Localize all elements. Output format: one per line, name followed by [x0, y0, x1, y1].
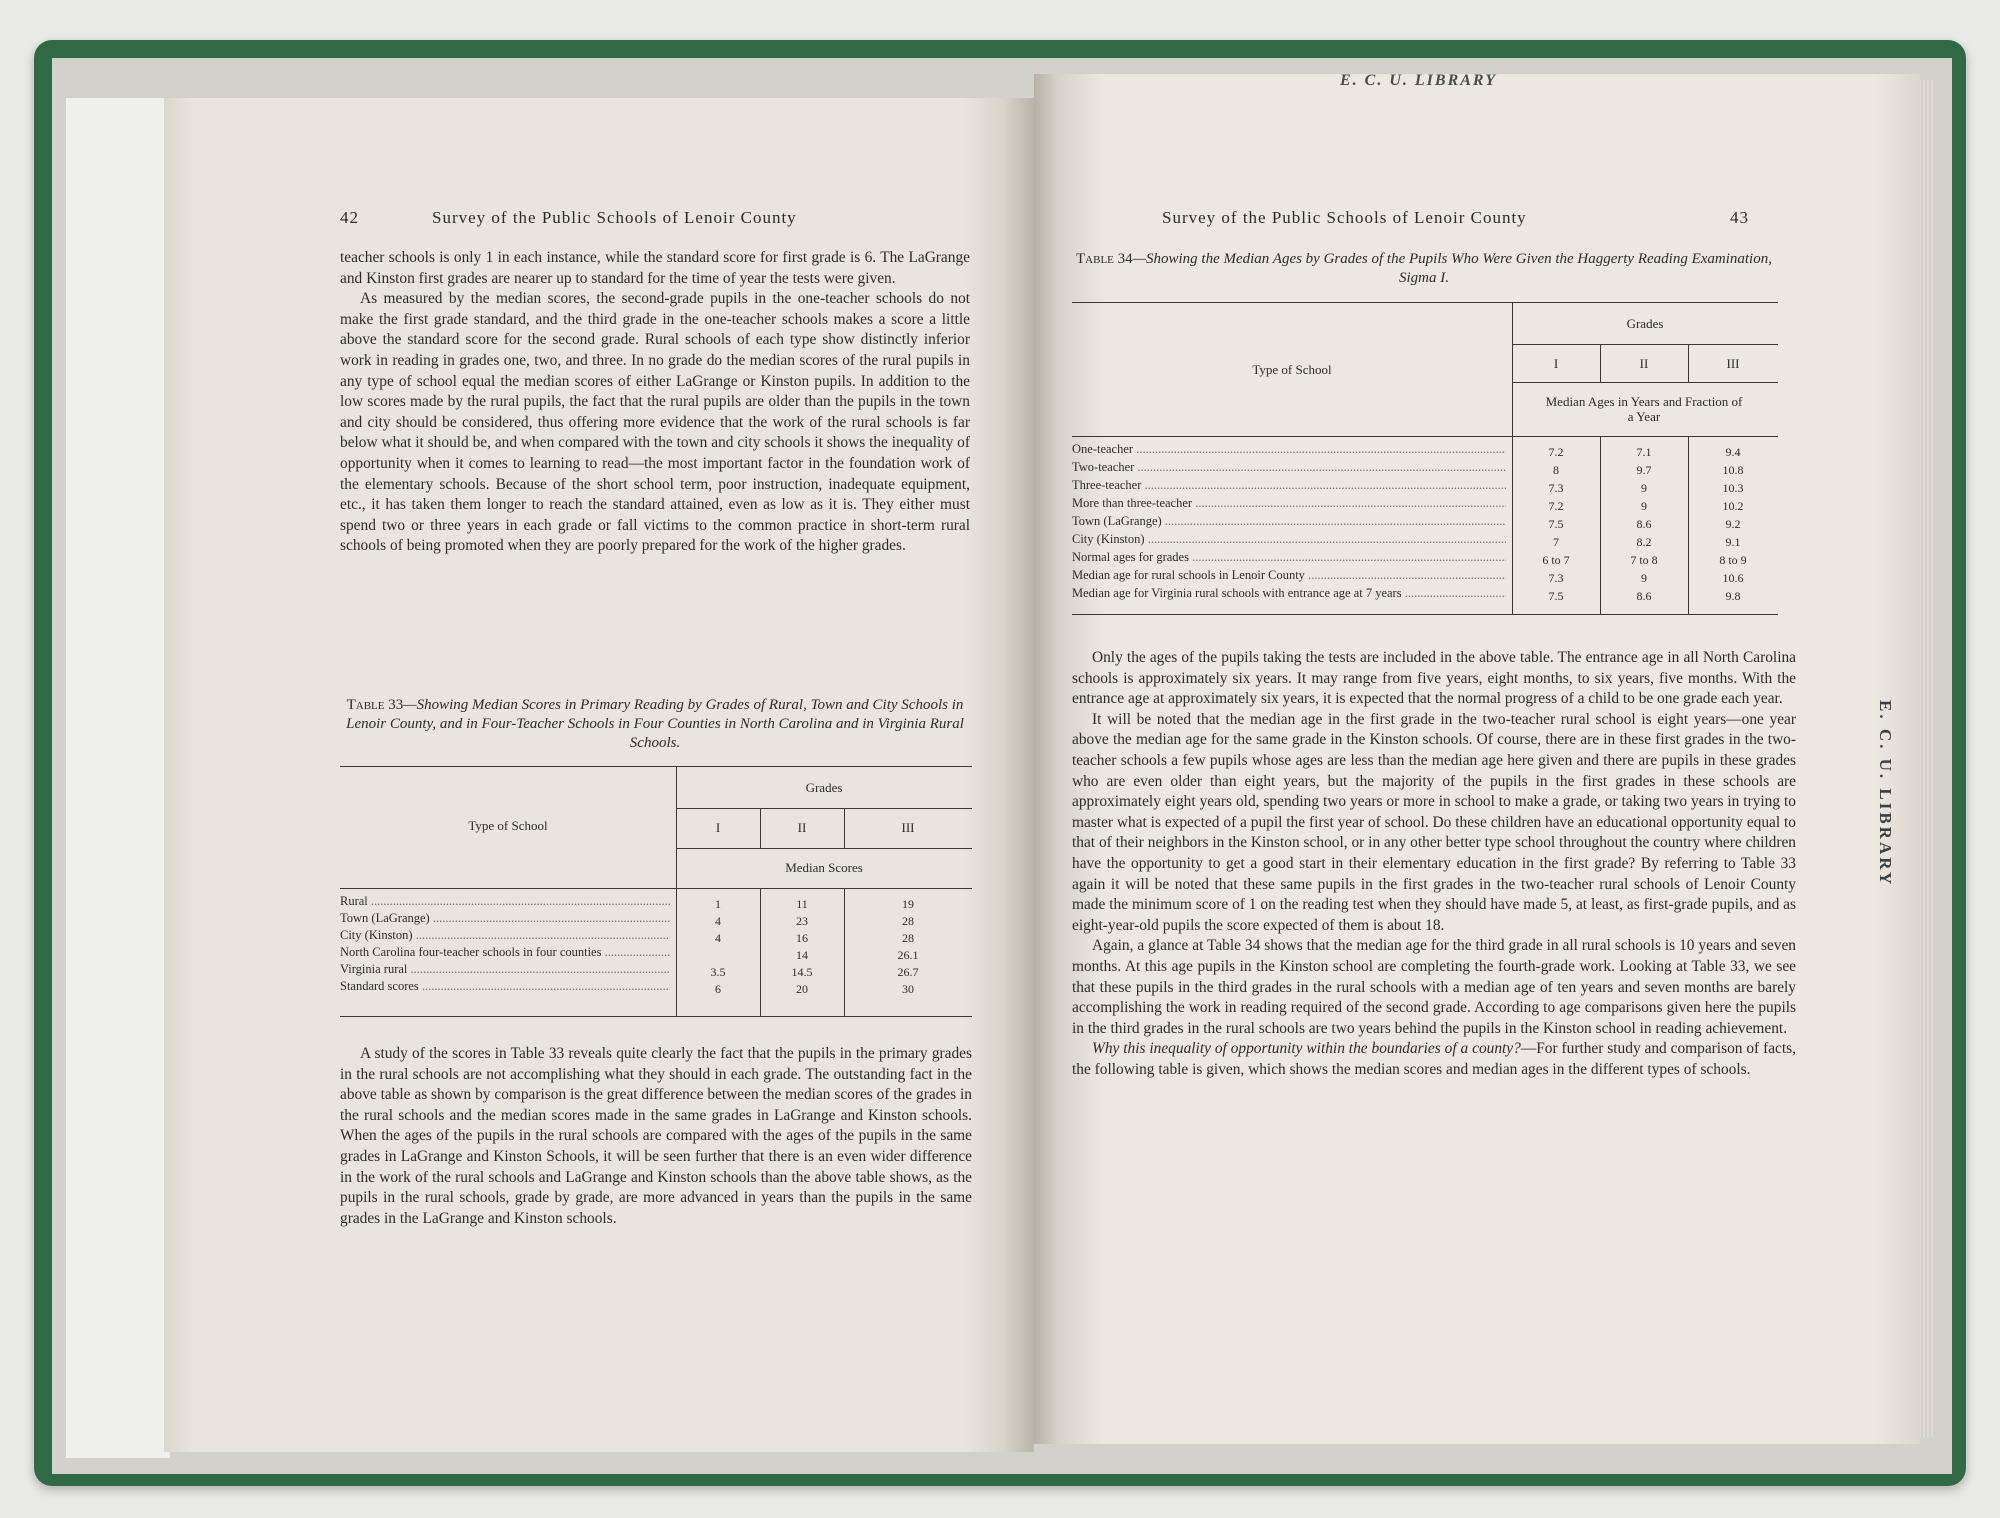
table-rule [340, 888, 972, 889]
table-row-label: City (Kinston) ..... [340, 928, 670, 943]
left-page [164, 98, 1034, 1452]
table-row-label: Town (LaGrange) ..... [1072, 514, 1506, 529]
table-cell: 9.4 [1725, 445, 1741, 459]
table-cell: 6 [715, 982, 721, 996]
grade-header: II [1639, 356, 1649, 371]
table-cell: 7.3 [1548, 481, 1564, 495]
paragraph: A study of the scores in Table 33 reveals quite clearly the fact that the pupils in the primary grades in the rural schools are not accomplishing what they should in each grade. The outstanding fact in the above table as shown by comparison is the great difference between the median scores of the grades in the rural schools and the median scores made in the same grades in LaGrange and Kinston schools. When the ages of the pupils in the rural schools are compared with the ages of the pupils in the same grades in LaGrange and Kinston Schools, it will be seen further that there is an even wider difference in the work of the rural schools and LaGrange and Kinston schools than the above table shows, as the pupils in the rural schools, grade by grade, are more advanced in years than the pupils in the same grades in the LaGrange and Kinston schools. [340, 1045, 972, 1227]
table-cell: 8.2 [1636, 535, 1652, 549]
grade-header: III [1726, 356, 1740, 371]
table-cell: 30 [902, 982, 914, 996]
table-cell: 4 [715, 931, 721, 945]
grade-header: II [797, 820, 807, 835]
paragraph: Only the ages of the pupils taking the tests are included in the above table. The entrance age in all North Carolina schools is approximately six years. It may range from five years, eight months, to six years, five months. With the entrance age at approximately six years, it is expected that the normal progress of a child to be one grade each year. [1072, 649, 1796, 708]
table-cell: 8.6 [1636, 589, 1652, 603]
table-rule [1072, 614, 1778, 615]
table-cell: 9.2 [1725, 517, 1741, 531]
table-cell: 9.7 [1636, 463, 1652, 477]
table-row-label: More than three-teacher ..... [1072, 496, 1506, 511]
grade-header: III [901, 820, 915, 835]
table-cell: 14.5 [791, 965, 813, 979]
table-rule [676, 848, 972, 849]
table-row-label: Median age for Virginia rural schools with entrance age at 7 years ..... [1072, 586, 1506, 601]
grade-header: I [715, 820, 721, 835]
table-34-caption [1074, 250, 1774, 288]
paragraph: It will be noted that the median age in the first grade in the two-teacher rural school is eight years—one year above the median age for the same grade in the Kinston schools. Of course, there are in these first grades in the two-teacher schools a few pupils whose ages are less than the median age here given and there are pupils in these grades who are even older than eight years, but the majority of the pupils in the first grades in these schools are approximately eight years old, spending two years or more in school to make a grade, or taking two years in trying to master what is expected of a pupil the first year of school. Do these children have an educational opportunity equal to that of their neighbors in the Kinston school, or in any other better type school throughout the country where children have the opportunity to get a good start in their elementary education in the first grade? By referring to Table 33 again it will be noted that these same pupils in the first grades in the two-teacher rural schools of Lenoir County made the minimum score of 1 on the reading test when they should have made 5, at least, as first-grade pupils, and as eight-year-old pupils the score expected of them is about 18. [1072, 710, 1796, 934]
grade-header: I [1553, 356, 1559, 371]
table-cell: 7.5 [1548, 517, 1564, 531]
library-stamp-top: E. C. U. LIBRARY [1340, 72, 1498, 89]
paragraph: teacher schools is only 1 in each instance, while the standard score for first grade is 6. The LaGrange and Kinston first grades are nearer up to standard for the time of year the tests were given. [340, 249, 970, 287]
paragraph [1072, 1039, 1796, 1080]
stub-header: Type of School [1252, 362, 1332, 377]
table-cell: 7.2 [1548, 499, 1564, 513]
table-rule [340, 1016, 972, 1017]
table-row-label: Town (LaGrange) ..... [340, 911, 670, 926]
table-cell: 10.2 [1722, 499, 1744, 513]
table-row-label: Three-teacher ..... [1072, 478, 1506, 493]
table-row-label: City (Kinston) ..... [1072, 532, 1506, 547]
table-cell: 9.1 [1725, 535, 1741, 549]
table-rule [1512, 344, 1778, 345]
table-cell: 10.6 [1722, 571, 1744, 585]
table-row-label: Standard scores ..... [340, 979, 670, 994]
final-text: —For further study and comparison of facts, the following table is given, which shows the median scores and median ages in the different types of schools. [1072, 1040, 1796, 1078]
table-cell: 9.8 [1725, 589, 1741, 603]
paragraph: As measured by the median scores, the second-grade pupils in the one-teacher schools do not make the first grade standard, and the third grade in the one-teacher schools makes a score a little above the standard score for the second grade. Rural schools of each type show distinctly inferior work in reading in grades one, two, and three. In no grade do the median scores of the rural pupils in any type of school equal the median scores of either LaGrange or Kinston pupils. In addition to the low scores made by the rural pupils, the fact that the rural pupils are older than the pupils in the town and city should be considered, thus offering more evidence that the work of the rural schools is far below what it should be, and when compared with the town and city schools it shows the inequality of opportunity when it comes to learning to read—the most important factor in the foundation work of the elementary schools. Because of the short school term, poor instruction, inadequate equipment, etc., it has taken them longer to reach the standard attained, even as low as it is. They either must spend two or three years in each grade or fall victims to the common practice in short-term rural schools of being promoted when they are poorly prepared for the work of the higher grades. [340, 290, 970, 555]
page-number-left: 42 [340, 208, 359, 227]
table-row-label: Two-teacher ..... [1072, 460, 1506, 475]
grades-header: Grades [805, 780, 843, 795]
table-cell: 26.7 [897, 965, 919, 979]
table-cell: 7 [1553, 535, 1559, 549]
paragraph: Again, a glance at Table 34 shows that the median age for the third grade in all rural schools is 10 years and seven months. At this age pupils in the Kinston school are completing the fourth-grade work. Looking at Table 33, we see that these pupils in the third grades in the rural schools with a median age of ten years and seven months are barely accomplishing the work in reading required of the second grade. According to age comparisons given here the pupils in the third grades in the rural schools are two years behind the pupils in the Kinston school in reading achievement. [1072, 937, 1796, 1037]
table-row-label: North Carolina four-teacher schools in four counties ..... [340, 945, 670, 960]
table-cell: 3.5 [710, 965, 726, 979]
table-label: Table 34 [1076, 251, 1133, 267]
running-head-right: Survey of the Public Schools of Lenoir County [1162, 208, 1527, 227]
table-cell: 10.3 [1722, 481, 1744, 495]
table-rule [1072, 436, 1778, 437]
table-cell: 9 [1641, 499, 1647, 513]
table-cell: 14 [796, 948, 808, 962]
table-cell: 4 [715, 914, 721, 928]
table-cell: 8.6 [1636, 517, 1652, 531]
left-top-text [340, 248, 970, 557]
table-row-label: Rural ..... [340, 894, 670, 909]
table-cell: 7.5 [1548, 589, 1564, 603]
table-row-label: Virginia rural ..... [340, 962, 670, 977]
table-caption-text: —Showing the Median Ages by Grades of the Pupils Who Were Given the Haggerty Reading Examination, Sigma I. [1132, 251, 1772, 286]
table-cell: 1 [715, 897, 721, 911]
table-cell: 7 to 8 [1630, 553, 1658, 567]
italic-question: Why this inequality of opportunity within the boundaries of a county? [1092, 1040, 1521, 1058]
endpaper [66, 98, 170, 1458]
table-cell: 16 [796, 931, 808, 945]
table-row-label: One-teacher ..... [1072, 442, 1506, 457]
table-33-caption [340, 696, 970, 753]
table-cell: 23 [796, 914, 808, 928]
table-label: Table 33 [346, 697, 404, 713]
table-caption-text: —Showing Median Scores in Primary Reading by Grades of Rural, Town and City Schools in Lenoir County, and in Four-Teacher Schools in Four Counties in North Carolina and in Virginia Rural Schools. [346, 697, 964, 751]
table-cell: 7.2 [1548, 445, 1564, 459]
table-cell: 8 [1553, 463, 1559, 477]
running-head-left: Survey of the Public Schools of Lenoir County [432, 208, 797, 227]
table-cell: 28 [902, 914, 914, 928]
table-rule [340, 766, 972, 767]
left-bottom-text [340, 1044, 972, 1229]
table-cell: 26.1 [897, 948, 919, 962]
table-cell: 8 to 9 [1719, 553, 1747, 567]
table-cell: 7.1 [1636, 445, 1652, 459]
table-cell: 11 [796, 897, 808, 911]
table-rule [676, 808, 972, 809]
table-cell: 9 [1641, 571, 1647, 585]
table-row-label: Median age for rural schools in Lenoir County ..... [1072, 568, 1506, 583]
table-cell: 20 [796, 982, 808, 996]
table-rule [1072, 302, 1778, 303]
sub-header: Median Scores [785, 860, 863, 875]
table-cell: 28 [902, 931, 914, 945]
library-stamp-spine: E. C. U. LIBRARY [1876, 700, 1895, 888]
right-body-text [1072, 648, 1796, 1080]
page-number-right: 43 [1730, 208, 1749, 227]
stub-header: Type of School [468, 818, 548, 833]
table-cell: 7.3 [1548, 571, 1564, 585]
table-rule [1512, 382, 1778, 383]
table-cell: 19 [902, 897, 914, 911]
table-cell: 10.8 [1722, 463, 1744, 477]
sub-header: Median Ages in Years and Fraction of a Year [1545, 394, 1743, 424]
grades-header: Grades [1626, 316, 1664, 331]
table-cell: 9 [1641, 481, 1647, 495]
table-cell: 6 to 7 [1542, 553, 1570, 567]
table-row-label: Normal ages for grades ..... [1072, 550, 1506, 565]
right-page [1034, 74, 1920, 1444]
